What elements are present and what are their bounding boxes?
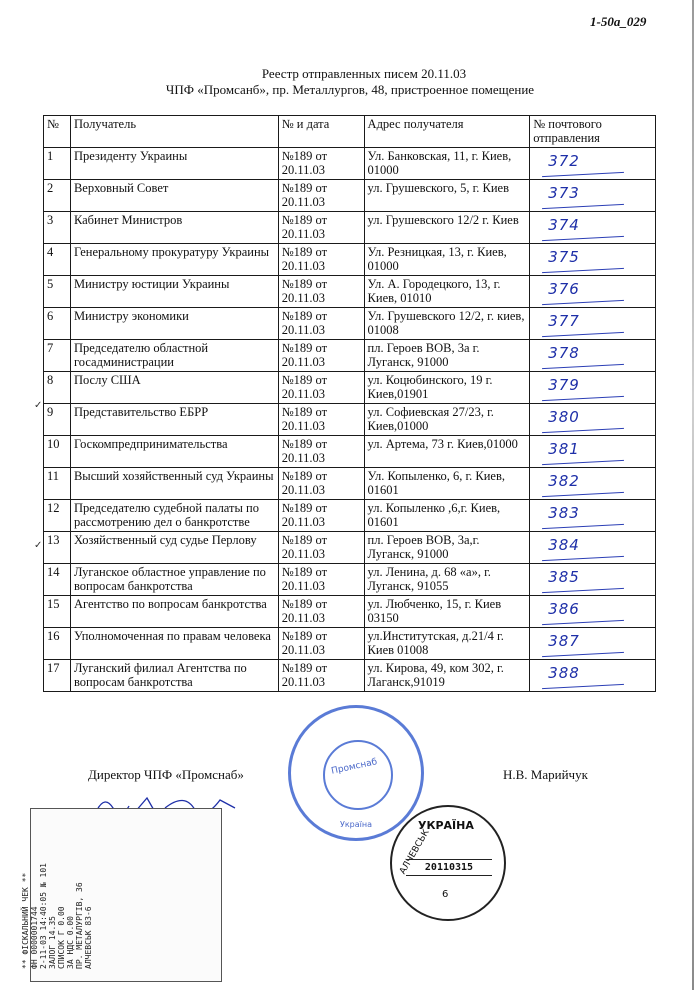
postal-number-handwritten: 381 [548,440,580,458]
table-row [44,660,656,692]
postal-number-handwritten: 382 [548,472,580,490]
postal-number-handwritten: 384 [548,536,580,554]
postal-underline [542,332,624,337]
row-number: 2 [44,180,71,212]
postal-underline [542,460,624,465]
table-header-row [44,116,656,148]
row-recipient: Представительство ЕБРР [70,404,278,436]
postal-number-handwritten: 386 [548,600,580,618]
postal-underline [542,236,624,241]
document-header [0,66,700,98]
row-recipient: Уполномоченная по правам человека [70,628,278,660]
row-postal-number [530,436,656,468]
postmark-number: 6 [442,889,449,900]
row-address: ул. Ленина, д. 68 «а», г. Луганск, 91055 [364,564,530,596]
row-recipient: Хозяйственный суд судье Перлову [70,532,278,564]
row-number: 4 [44,244,71,276]
receipt-text [21,669,93,969]
row-address: ул. Любченко, 15, г. Киев 03150 [364,596,530,628]
table-row [44,244,656,276]
row-ref: №189 от 20.11.03 [278,532,364,564]
table-row [44,564,656,596]
row-number: 15 [44,596,71,628]
row-ref: №189 от 20.11.03 [278,596,364,628]
table-row [44,500,656,532]
row-ref: №189 от 20.11.03 [278,244,364,276]
table-row [44,596,656,628]
receipt-line: АЛЧЕВСЬК 83-6 [84,906,93,969]
postal-number-handwritten: 379 [548,376,580,394]
row-number: 9 [44,404,71,436]
row-ref: №189 от 20.11.03 [278,628,364,660]
row-number: 3 [44,212,71,244]
row-address: ул. Кирова, 49, ком 302, г. Лаганск,91019 [364,660,530,692]
stamp-ring-text: Україна [339,820,373,829]
row-address: ул. Грушевского 12/2 г. Киев [364,212,530,244]
row-postal-number [530,276,656,308]
postmark-city: АЛЧЕВСЬК [398,827,432,877]
row-postal-number [530,212,656,244]
row-address: ул.Институтская, д.21/4 г. Киев 01008 [364,628,530,660]
receipt-line: СПИСОК Г 0.00 [57,906,66,969]
row-recipient: Высший хозяйственный суд Украины [70,468,278,500]
postal-number-handwritten: 378 [548,344,580,362]
registry-table [43,115,656,692]
row-recipient: Председателю судебной палаты по рассмотрению дел о банкротстве [70,500,278,532]
row-number: 12 [44,500,71,532]
row-recipient: Председателю областной госадминистрации [70,340,278,372]
receipt-line: ЗАЛОГ 14.35 [48,916,57,969]
row-postal-number [530,500,656,532]
postal-underline [542,172,624,177]
row-postal-number [530,628,656,660]
row-number: 6 [44,308,71,340]
row-recipient: Кабинет Министров [70,212,278,244]
row-postal-number [530,308,656,340]
row-number: 7 [44,340,71,372]
postal-underline [542,620,624,625]
document-subtitle: ЧПФ «Промсанб», пр. Металлургов, 48, пристроенное помещение [165,82,535,97]
postal-underline [542,364,624,369]
postal-number-handwritten: 388 [548,664,580,682]
tick-mark: ✓ [34,400,43,411]
postal-number-handwritten: 372 [548,152,580,170]
row-recipient: Министру юстиции Украины [70,276,278,308]
postal-number-handwritten: 385 [548,568,580,586]
header-ref: № и дата [278,116,364,148]
postal-underline [542,684,624,689]
table-row [44,372,656,404]
table-row [44,308,656,340]
postal-underline [542,268,624,273]
fiscal-receipt [21,808,222,982]
row-address: Ул. А. Городецкого, 13, г. Киев, 01010 [364,276,530,308]
row-ref: №189 от 20.11.03 [278,148,364,180]
postal-number-handwritten: 380 [548,408,580,426]
row-postal-number [530,148,656,180]
table-row [44,628,656,660]
table-row [44,276,656,308]
row-address: ул. Копыленко ,6,г. Киев, 01601 [364,500,530,532]
postal-underline [542,396,624,401]
row-ref: №189 от 20.11.03 [278,564,364,596]
row-postal-number [530,596,656,628]
row-recipient: Агентство по вопросам банкротства [70,596,278,628]
row-recipient: Послу США [70,372,278,404]
row-recipient: Луганский филиал Агентства по вопросам банкротства [70,660,278,692]
postal-number-handwritten: 377 [548,312,580,330]
row-ref: №189 от 20.11.03 [278,468,364,500]
postal-number-handwritten: 375 [548,248,580,266]
row-ref: №189 от 20.11.03 [278,436,364,468]
row-number: 13 [44,532,71,564]
row-recipient: Генеральному прокуратуру Украины [70,244,278,276]
row-address: пл. Героев ВОВ, 3а г. Луганск, 91000 [364,340,530,372]
postal-underline [542,588,624,593]
row-number: 17 [44,660,71,692]
row-ref: №189 от 20.11.03 [278,308,364,340]
row-postal-number [530,564,656,596]
table-row [44,532,656,564]
postal-number-handwritten: 376 [548,280,580,298]
row-address: ул. Софиевская 27/23, г. Киев,01000 [364,404,530,436]
header-address: Адрес получателя [364,116,530,148]
row-ref: №189 от 20.11.03 [278,372,364,404]
row-address: Ул. Грушевского 12/2, г. киев, 01008 [364,308,530,340]
header-postal: № почтового отправления [530,116,656,148]
row-recipient: Луганское областное управление по вопросам банкротства [70,564,278,596]
row-number: 16 [44,628,71,660]
director-title: Директор ЧПФ «Промснаб» [88,767,244,782]
row-address: ул. Артема, 73 г. Киев,01000 [364,436,530,468]
postal-underline [542,652,624,657]
row-postal-number [530,372,656,404]
row-postal-number [530,404,656,436]
row-postal-number [530,532,656,564]
row-postal-number [530,340,656,372]
row-ref: №189 от 20.11.03 [278,404,364,436]
postmark [390,805,506,921]
postal-number-handwritten: 383 [548,504,580,522]
postal-underline [542,300,624,305]
row-address: ул. Грушевского, 5, г. Киев [364,180,530,212]
row-address: Ул. Банковская, 11, г. Киев, 01000 [364,148,530,180]
receipt-line: ЗА НДС 0.00 [66,916,75,969]
row-postal-number [530,180,656,212]
document-title: Реестр отправленных писем 20.11.03 [261,66,467,81]
table-row [44,212,656,244]
table-row [44,180,656,212]
row-number: 5 [44,276,71,308]
postmark-country: УКРАЇНА [418,819,474,832]
table-row [44,340,656,372]
row-ref: №189 от 20.11.03 [278,180,364,212]
row-address: Ул. Копыленко, 6, г. Киев, 01601 [364,468,530,500]
row-ref: №189 от 20.11.03 [278,212,364,244]
row-address: Ул. Резницкая, 13, г. Киев, 01000 [364,244,530,276]
postal-number-handwritten: 373 [548,184,580,202]
row-number: 1 [44,148,71,180]
postal-number-handwritten: 374 [548,216,580,234]
row-postal-number [530,660,656,692]
postal-underline [542,556,624,561]
company-stamp [288,705,424,841]
row-postal-number [530,244,656,276]
row-ref: №189 от 20.11.03 [278,500,364,532]
table-row [44,148,656,180]
postal-underline [542,524,624,529]
row-recipient: Президенту Украины [70,148,278,180]
row-recipient: Верховный Совет [70,180,278,212]
row-address: пл. Героев ВОВ, 3а,г. Луганск, 91000 [364,532,530,564]
row-ref: №189 от 20.11.03 [278,660,364,692]
document-code: 1-50a_029 [590,14,647,29]
table-row [44,404,656,436]
row-ref: №189 от 20.11.03 [278,340,364,372]
postmark-date: 20110315 [406,859,492,876]
postal-underline [542,492,624,497]
header-number: № [44,116,71,148]
receipt-line: ФН 0000001744 [30,906,39,969]
director-name: Н.В. Марийчук [503,767,588,782]
row-postal-number [530,468,656,500]
table-row [44,468,656,500]
postal-number-handwritten: 387 [548,632,580,650]
table-row [44,436,656,468]
row-number: 10 [44,436,71,468]
receipt-line: ПР. МЕТАЛУРГІВ, 36 [75,882,84,969]
receipt-line: ** ФІСКАЛЬНИЙ ЧЕК ** [21,872,30,969]
row-recipient: Министру экономики [70,308,278,340]
tick-mark: ✓ [34,540,43,551]
row-number: 14 [44,564,71,596]
row-number: 8 [44,372,71,404]
postal-underline [542,428,624,433]
row-recipient: Госкомпредпринимательства [70,436,278,468]
receipt-line: 2-11-03 14:40:05 № 101 [39,863,48,969]
header-recipient: Получатель [70,116,278,148]
page-edge [692,0,694,990]
stamp-center-text: Промснаб [330,757,379,777]
row-address: ул. Коцюбинского, 19 г. Киев,01901 [364,372,530,404]
row-number: 11 [44,468,71,500]
postal-underline [542,204,624,209]
row-ref: №189 от 20.11.03 [278,276,364,308]
